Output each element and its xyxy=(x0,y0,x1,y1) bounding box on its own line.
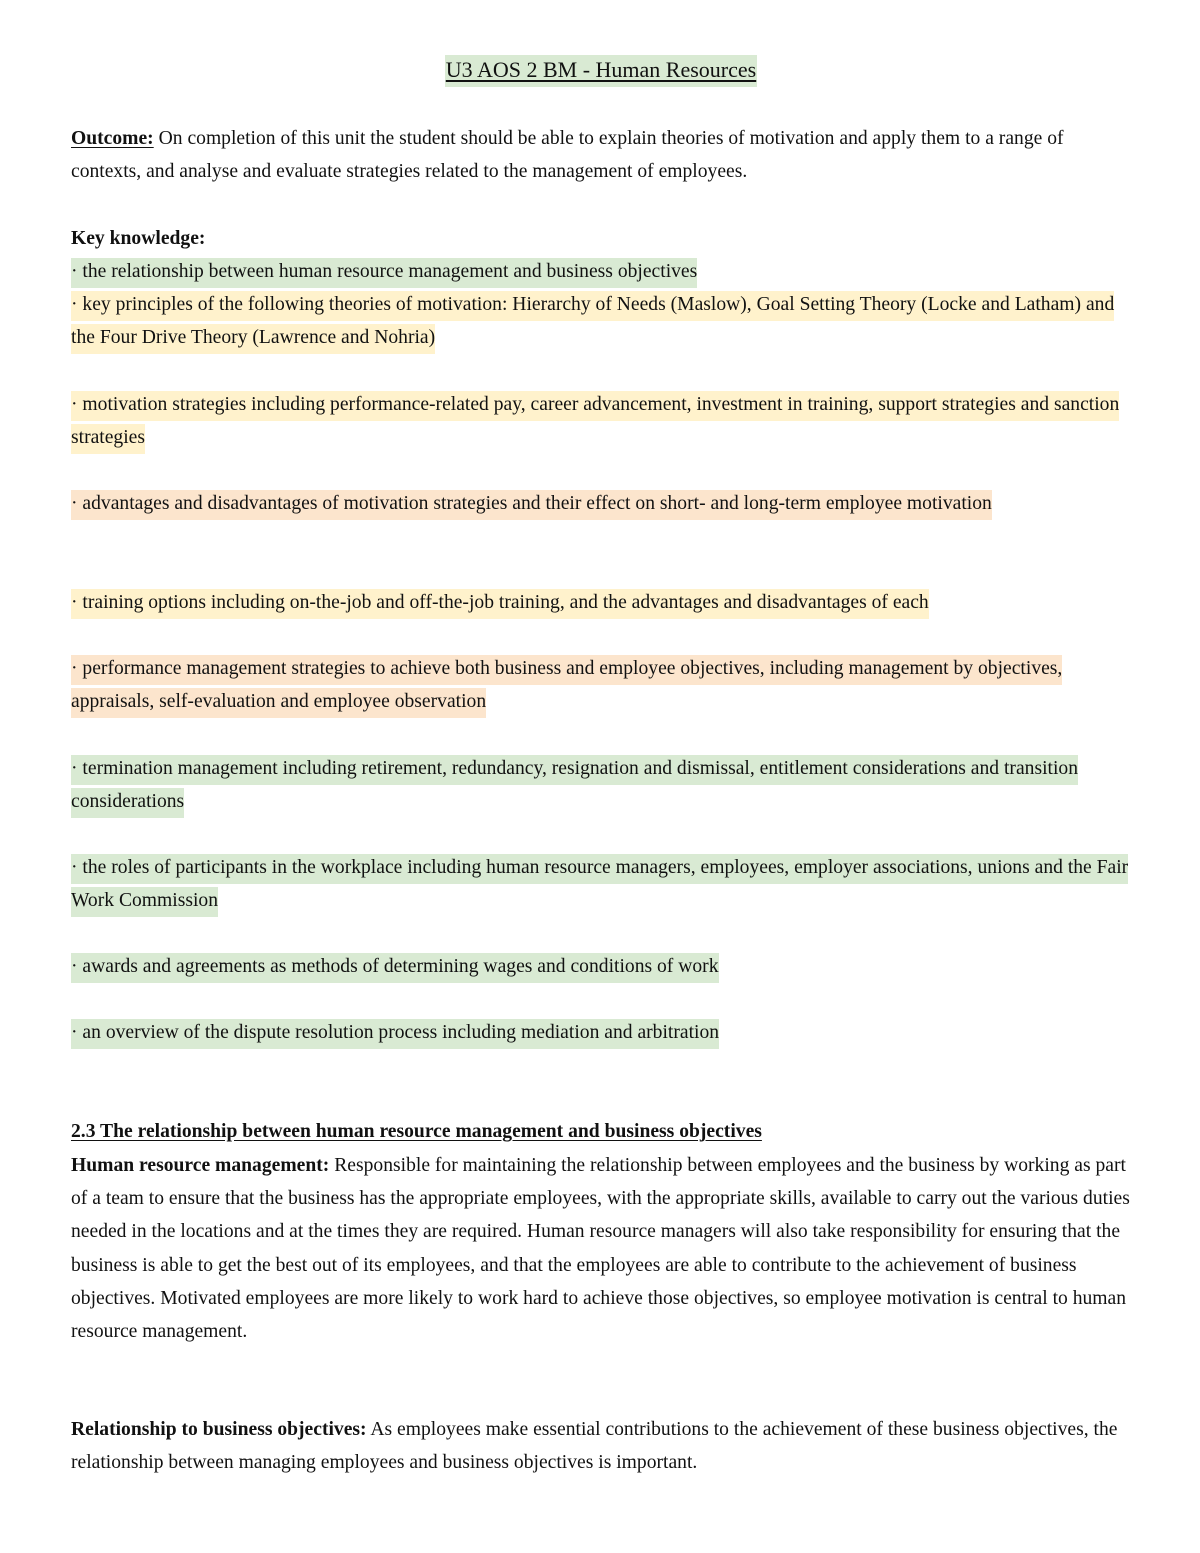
key-knowledge-item xyxy=(71,255,1131,288)
key-knowledge-item-text: · advantages and disadvantages of motivation strategies and their effect on short- and long-term employee motivation xyxy=(71,490,992,520)
key-knowledge-item xyxy=(71,752,1131,818)
business-objectives-text: As employees make essential contributions to the achievement of these business objectives, the relationship between managing employees and business objectives is important. xyxy=(71,1419,1118,1474)
key-knowledge-item xyxy=(71,851,1131,917)
outcome-paragraph xyxy=(71,122,1131,188)
key-knowledge-item-text: · the relationship between human resource management and business objectives xyxy=(71,258,697,288)
key-knowledge-item xyxy=(71,487,1131,520)
key-knowledge-item-text: · performance management strategies to achieve both business and employee objectives, including management by objectives, appraisals, self-evaluation and employee observation xyxy=(71,655,1062,718)
hrm-label: Human resource management: xyxy=(71,1155,330,1176)
page-title: U3 AOS 2 BM - Human Resources xyxy=(445,55,757,87)
key-knowledge-item-text: · key principles of the following theories of motivation: Hierarchy of Needs (Maslow), Goal Setting Theory (Locke and Latham) and the Four Drive Theory (Lawrence and Nohria) xyxy=(71,291,1114,354)
outcome-label: Outcome: xyxy=(71,128,154,149)
key-knowledge-item xyxy=(71,388,1131,454)
key-knowledge-item xyxy=(71,288,1131,354)
title-row xyxy=(71,53,1131,87)
key-knowledge-heading: Key knowledge: xyxy=(71,228,206,249)
business-objectives-label: Relationship to business objectives: xyxy=(71,1419,367,1440)
business-objectives-paragraph xyxy=(71,1413,1131,1479)
section-heading: 2.3 The relationship between human resource management and business objectives xyxy=(71,1121,762,1142)
key-knowledge-item-text: · termination management including retirement, redundancy, resignation and dismissal, entitlement considerations and transition considerations xyxy=(71,755,1078,818)
key-knowledge-item-text: · an overview of the dispute resolution process including mediation and arbitration xyxy=(71,1019,719,1049)
hrm-paragraph xyxy=(71,1149,1131,1348)
key-knowledge-item-text: · training options including on-the-job and off-the-job training, and the advantages and disadvantages of each xyxy=(71,589,929,619)
key-knowledge-item xyxy=(71,652,1131,718)
key-knowledge-item xyxy=(71,950,1131,983)
key-knowledge-item-text: · awards and agreements as methods of determining wages and conditions of work xyxy=(71,953,719,983)
outcome-text: On completion of this unit the student should be able to explain theories of motivation and apply them to a range of contexts, and analyse and evaluate strategies related to the management of employees. xyxy=(71,128,1064,183)
key-knowledge-item-text: · the roles of participants in the workplace including human resource managers, employees, employer associations, unions and the Fair Work Commission xyxy=(71,854,1128,917)
key-knowledge-item xyxy=(71,586,1131,619)
key-knowledge-item xyxy=(71,1016,1131,1049)
key-knowledge-item-text: · motivation strategies including performance-related pay, career advancement, investment in training, support strategies and sanction strategies xyxy=(71,391,1119,454)
hrm-text: Responsible for maintaining the relationship between employees and the business by working as part of a team to ensure that the business has the appropriate employees, with the appropriate skills, available to carry out the various duties needed in the locations and at the times they are required. Human resource managers will also take responsibility for ensuring that the business is able to get the best out of its employees, and that the employees are able to contribute to the achievement of business objectives. Motivated employees are more likely to work hard to achieve those objectives, so employee motivation is central to human resource management. xyxy=(71,1155,1130,1343)
